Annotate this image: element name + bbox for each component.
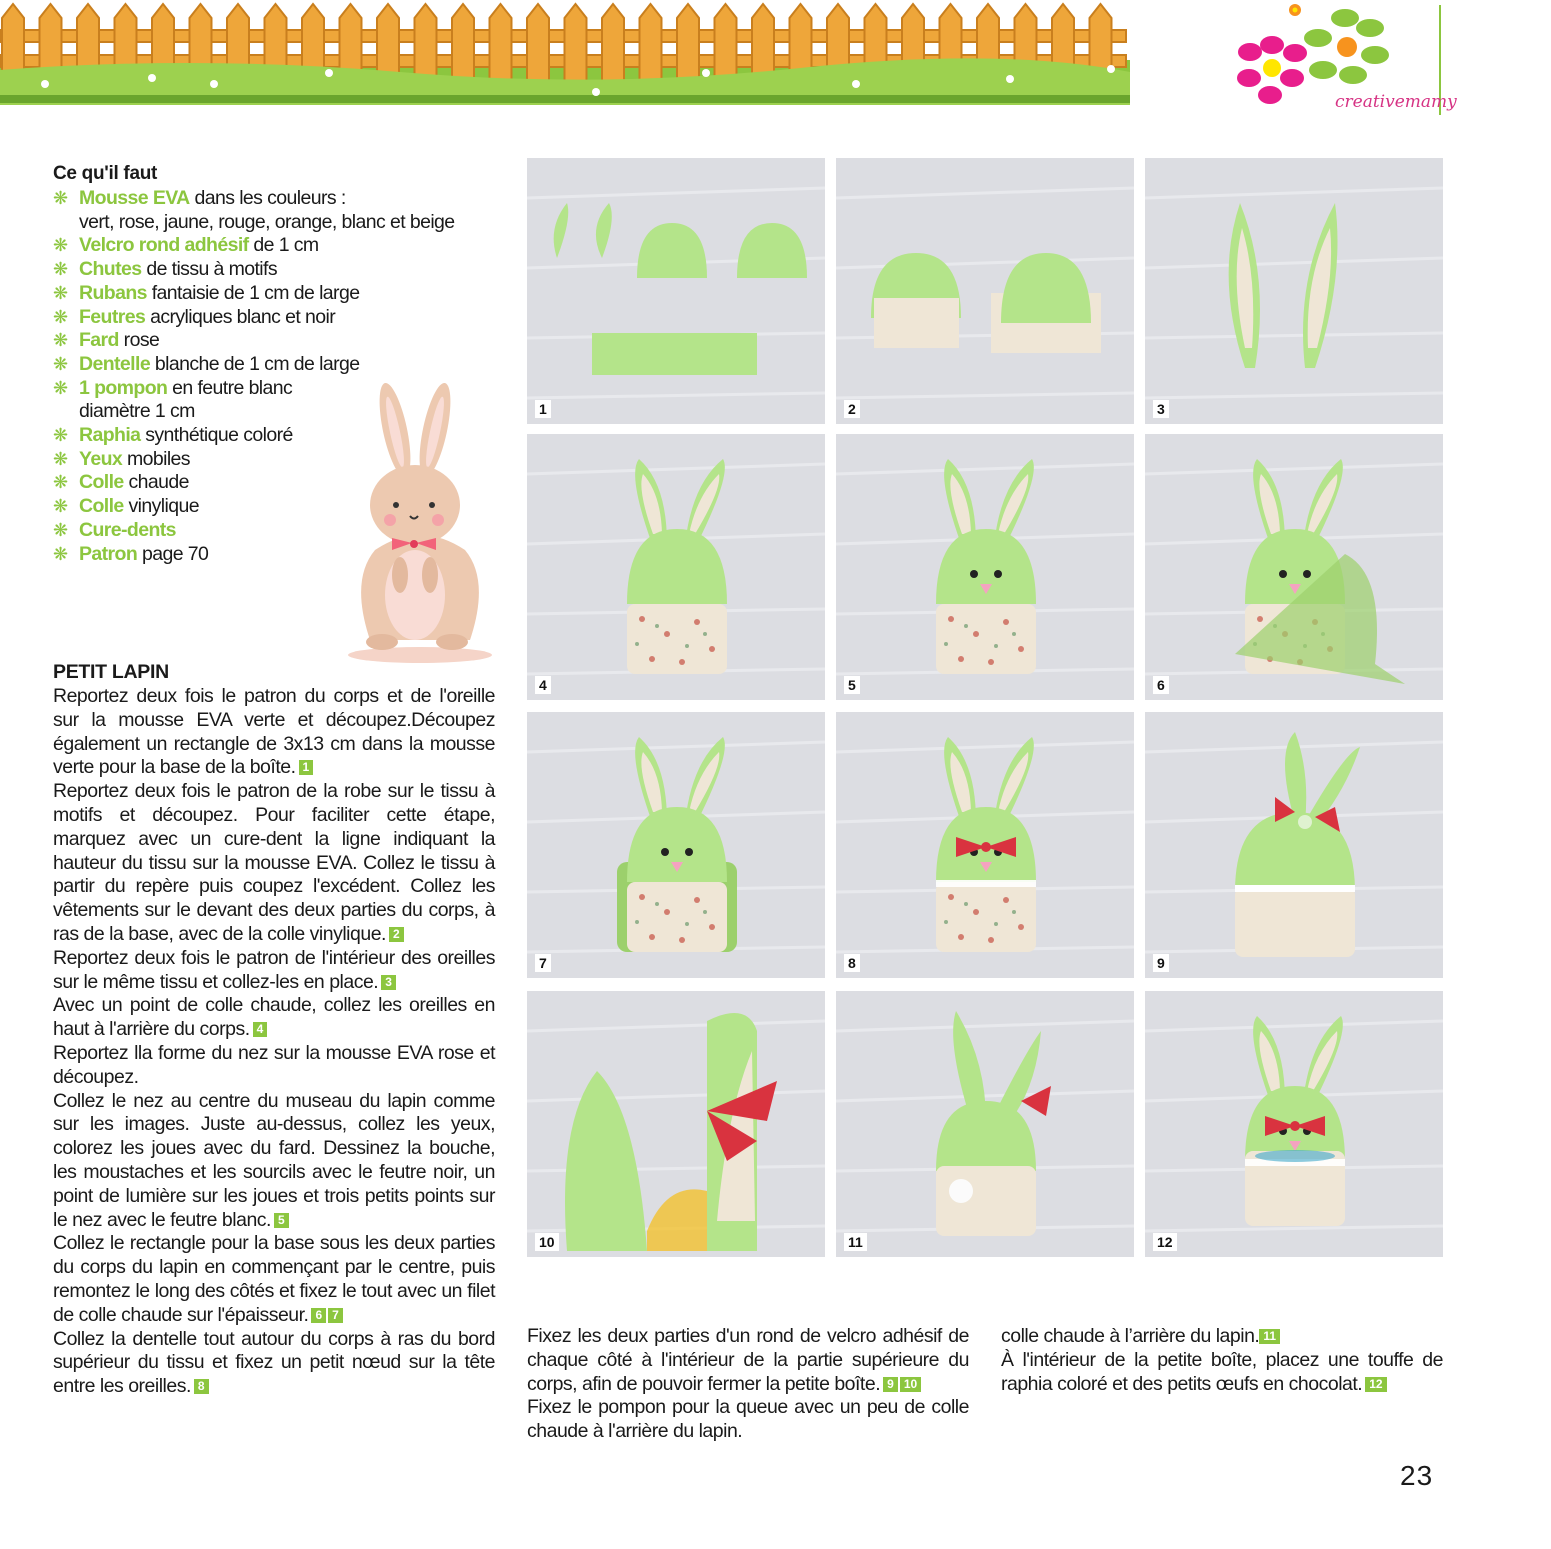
step-ref: 4 (253, 1022, 268, 1037)
step-ref: 12 (1365, 1377, 1386, 1392)
material-detail: de 1 cm (248, 234, 319, 257)
step-ref: 1 (299, 760, 314, 775)
flower-bullet-icon: ❋ (53, 472, 68, 493)
material-item (53, 282, 523, 306)
step-ref: 5 (274, 1213, 289, 1228)
step-ref: 6 (311, 1308, 326, 1323)
material-name: Chutes (79, 258, 142, 281)
material-item (53, 353, 523, 377)
step-number: 6 (1153, 676, 1169, 694)
brand-name: creativemamy (1335, 92, 1457, 112)
material-name: Rubans (79, 281, 147, 304)
step-number: 4 (535, 676, 551, 694)
step-number: 10 (535, 1233, 559, 1251)
flower-bullet-icon: ❋ (53, 282, 68, 303)
step-text-3: Reportez deux fois le patron de l'intérieur des oreilles sur le même tissu et collez-les en place. (53, 946, 495, 993)
flower-bullet-icon: ❋ (53, 377, 68, 398)
instructions-column-3 (1001, 1325, 1443, 1396)
fence-picket (602, 4, 624, 90)
step-number: 8 (844, 954, 860, 972)
step-photo-11 (836, 991, 1134, 1257)
step-number: 2 (844, 400, 860, 418)
material-detail: de tissu à motifs (141, 258, 278, 281)
step-number: 9 (1153, 954, 1169, 972)
step-text-7: Collez le rectangle pour la base sous les deux parties du corps du lapin en commençant par le centre, puis remontez le long des côtés et fixez le tout avec un filet de colle chaude sur l'épaisseur. (53, 1232, 495, 1326)
material-name: Colle (79, 471, 124, 494)
step-text-9: Fixez les deux parties d'un rond de velcro adhésif de chaque côté à l'intérieur de la partie supérieure du corps, afin de pouvoir fermer la petite boîte. (527, 1325, 969, 1395)
material-detail: page 70 (137, 542, 209, 565)
step-number: 11 (844, 1233, 867, 1251)
flower-bullet-icon: ❋ (53, 235, 68, 256)
step-ref: 9 (883, 1377, 898, 1392)
flower-bullet-icon: ❋ (53, 259, 68, 280)
material-name: Cure-dents (79, 518, 176, 541)
step-text-1: Reportez deux fois le patron du corps et de l'oreille sur la mousse EVA verte et découpez.Découpez également un rectangle de 3x13 cm dans la mousse verte pour la base de la boîte. (53, 685, 495, 779)
step-number: 7 (535, 954, 551, 972)
instructions-column-1 (53, 685, 495, 1399)
step-photo-8 (836, 712, 1134, 978)
flower-bullet-icon: ❋ (53, 306, 68, 327)
step-ref: 8 (194, 1379, 209, 1394)
material-detail: acryliques blanc et noir (145, 305, 336, 328)
material-name: Raphia (79, 424, 141, 447)
material-item (53, 306, 523, 330)
material-name: Colle (79, 495, 124, 518)
material-detail: mobiles (122, 447, 190, 470)
material-detail: blanche de 1 cm de large (150, 352, 360, 375)
instructions-column-2 (527, 1325, 969, 1444)
material-name: Dentelle (79, 352, 151, 375)
material-name: Velcro rond adhésif (79, 234, 249, 257)
flower-bullet-icon: ❋ (53, 543, 68, 564)
step-ref: 2 (389, 927, 404, 942)
step-ref: 3 (381, 975, 396, 990)
step-text-10: Fixez le pompon pour la queue avec un peu de colle chaude à l'arrière du lapin. (527, 1396, 969, 1443)
step-photo-6 (1145, 434, 1443, 700)
material-item (53, 258, 523, 282)
material-detail-continued: vert, rose, jaune, rouge, orange, blanc et beige (79, 210, 455, 233)
fence-picket (490, 4, 512, 90)
flower-bullet-icon: ❋ (53, 188, 68, 208)
step-photo-7 (527, 712, 825, 978)
fence-picket (640, 4, 662, 90)
material-detail: fantaisie de 1 cm de large (146, 281, 360, 304)
flower-bullet-icon: ❋ (53, 448, 68, 469)
step-number: 5 (844, 676, 860, 694)
material-name: Feutres (79, 305, 146, 328)
material-item (53, 329, 523, 353)
page-number: 23 (1400, 1460, 1434, 1491)
material-detail: chaude (123, 471, 189, 494)
step-photo-9 (1145, 712, 1443, 978)
material-item (53, 234, 523, 258)
step-number: 1 (535, 400, 551, 418)
material-detail: synthétique coloré (140, 424, 293, 447)
step-photo-3 (1145, 158, 1443, 424)
flower-bullet-icon: ❋ (53, 496, 68, 517)
flower-bullet-icon: ❋ (53, 353, 68, 374)
material-detail: en feutre blanc (167, 376, 293, 399)
step-text-10-end: colle chaude à l’arrière du lapin. (1001, 1325, 1260, 1347)
step-text-5: Reportez lla forme du nez sur la mousse EVA rose et découpez. (53, 1041, 495, 1088)
material-name: Mousse EVA (79, 187, 190, 209)
step-text-11: À l'intérieur de la petite boîte, placez une touffe de raphia coloré et des petits œufs en chocolat. (1001, 1348, 1443, 1395)
step-text-4: Avec un point de colle chaude, collez les oreilles en haut à l'arrière du corps. (53, 994, 495, 1041)
step-photo-4 (527, 434, 825, 700)
step-photo-2 (836, 158, 1134, 424)
flower-bullet-icon: ❋ (53, 330, 68, 351)
flower-bullet-icon: ❋ (53, 519, 68, 540)
material-name: Patron (79, 542, 138, 565)
step-number: 3 (1153, 400, 1169, 418)
section-title: PETIT LAPIN (53, 661, 169, 683)
step-photo-12 (1145, 991, 1443, 1257)
flower-bullet-icon: ❋ (53, 425, 68, 446)
fence-picket (527, 4, 549, 90)
material-name: Yeux (79, 447, 123, 470)
step-text-6: Collez le nez au centre du museau du lapin comme sur les images. Juste au-dessus, collez les yeux, colorez les joues avec du fard. Dessinez la bouche, les moustaches et les sourcils avec le feutre noir, un point de lumière sur les joues et trois petits points sur le nez avec le feutre blanc. (53, 1089, 495, 1231)
fence-picket (565, 4, 587, 90)
step-photo-1 (527, 158, 825, 424)
material-detail: vinylique (123, 495, 199, 518)
material-detail: dans les couleurs : (189, 187, 346, 209)
bunny-illustration (340, 380, 500, 670)
material-detail: rose (118, 329, 160, 352)
fence-banner (0, 0, 1130, 110)
step-ref-11: 11 (1259, 1329, 1280, 1344)
step-photo-5 (836, 434, 1134, 700)
material-name: Fard (79, 329, 119, 352)
step-ref: 10 (900, 1377, 921, 1392)
step-text-2: Reportez deux fois le patron de la robe sur le tissu à motifs et découpez. Pour faciliter cette étape, marquez avec un cure-dent la ligne indiquant la hauteur du tissu sur la mousse EVA. Collez le tissu à partir du repère puis coupez l'excédent. Collez les vêtements sur le devant des deux parties du corps, à ras de la base, avec de la colle vinylique. (53, 780, 495, 945)
material-name: 1 pompon (79, 376, 168, 399)
step-text-8: Collez la dentelle tout autour du corps à ras du bord supérieur du tissu et fixez un petit nœud sur la tête entre les oreilles. (53, 1327, 495, 1398)
step-photo-10 (527, 991, 825, 1257)
material-item (53, 187, 523, 234)
materials-title: Ce qu'il faut (53, 163, 158, 184)
step-ref: 7 (328, 1308, 343, 1323)
step-number: 12 (1153, 1233, 1177, 1251)
material-detail-continued: diamètre 1 cm (79, 400, 195, 423)
